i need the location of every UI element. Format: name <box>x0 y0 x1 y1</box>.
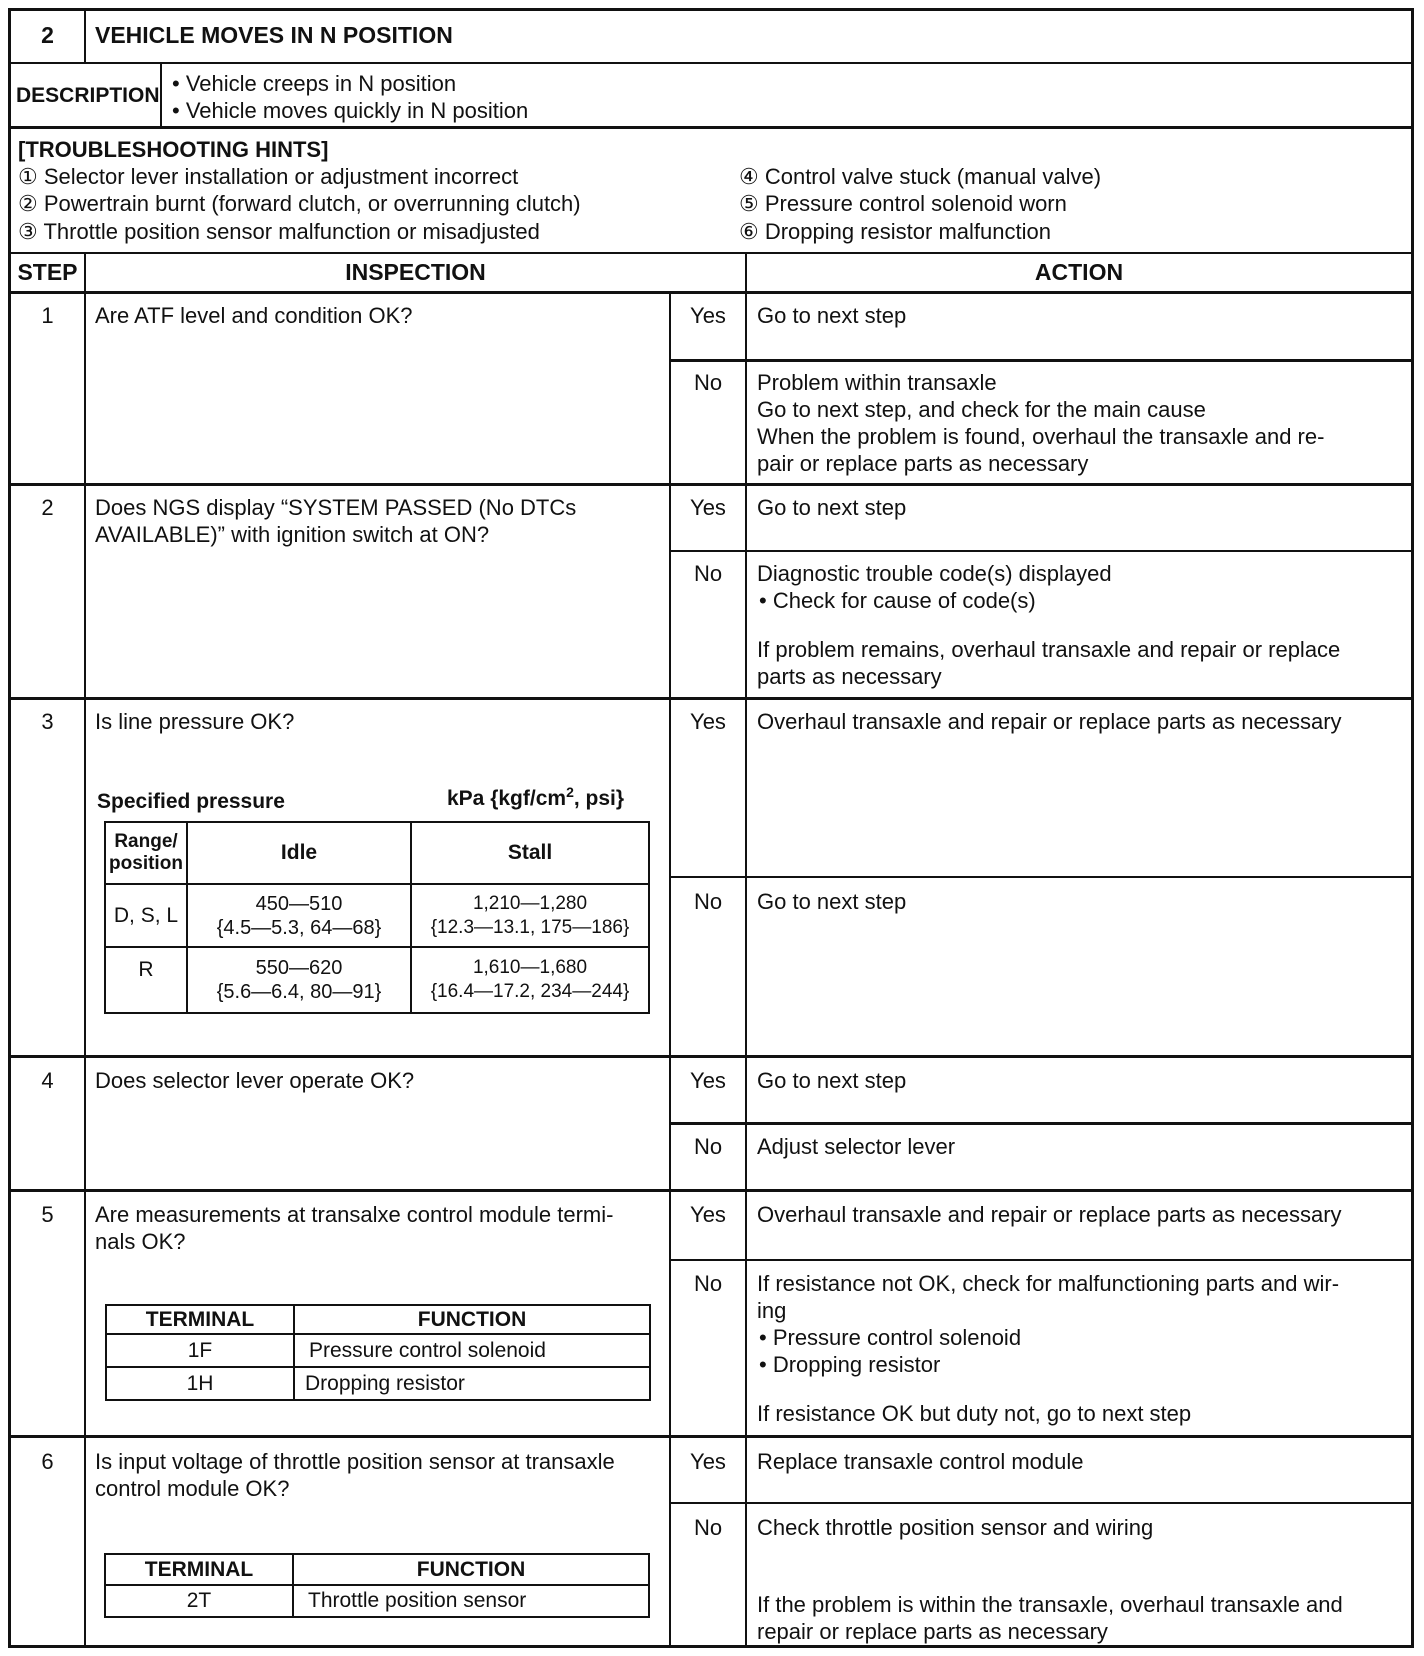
no-label: No <box>693 1271 723 1296</box>
terminal-table <box>105 1304 651 1401</box>
step-number: 2 <box>41 495 54 520</box>
terminal-header: TERMINAL <box>105 1554 293 1585</box>
column-header-step: STEP <box>17 259 78 285</box>
hint-item: ④ Control valve stuck (manual valve) <box>739 164 1102 189</box>
yes-label: Yes <box>690 709 726 734</box>
no-action: Diagnostic trouble code(s) displayed • Check for cause of code(s) If problem remains, overhaul transaxle and repair or replace parts as necessary <box>757 561 1341 689</box>
table-row: 1H Dropping resistor <box>106 1367 650 1400</box>
inspection-text: Is line pressure OK? <box>95 709 295 734</box>
yes-action: Go to next step <box>757 495 907 520</box>
no-label: No <box>693 1134 723 1159</box>
function-header: FUNCTION <box>293 1554 649 1585</box>
table-row: 1F Pressure control solenoid <box>106 1334 650 1367</box>
no-label: No <box>693 1515 723 1540</box>
stall-header: Stall <box>411 822 649 884</box>
column-header-action: ACTION <box>1034 259 1124 285</box>
table-row: R 550—620 {5.6—6.4, 80—91} 1,610—1,680 {16.4—17.2, 234—244} <box>105 947 649 1013</box>
column-header-inspection: INSPECTION <box>345 259 486 285</box>
inspection-text: Is input voltage of throttle position sensor at transaxle control module OK? <box>95 1449 615 1501</box>
yes-action: Go to next step <box>757 1068 907 1093</box>
spec-label: Specified pressure <box>97 790 285 813</box>
hints-title: [TROUBLESHOOTING HINTS] <box>18 137 329 162</box>
yes-action: Overhaul transaxle and repair or replace parts as necessary <box>757 1202 1342 1227</box>
table-row: D, S, L 450—510 {4.5—5.3, 64—68} 1,210—1,280 {12.3—13.1, 175—186} <box>105 884 649 947</box>
no-label: No <box>693 561 723 586</box>
yes-label: Yes <box>690 1449 726 1474</box>
no-label: No <box>693 370 723 395</box>
section-number: 2 <box>41 22 54 48</box>
no-action: If resistance not OK, check for malfunctioning parts and wir- ing • Pressure control solenoid • Dropping resistor If resistance OK but duty not, go to next step <box>757 1271 1340 1426</box>
description-item: • Vehicle moves quickly in N position <box>172 98 529 123</box>
yes-action: Replace transaxle control module <box>757 1449 1084 1474</box>
description-label: DESCRIPTION <box>16 84 160 107</box>
terminal-header: TERMINAL <box>106 1305 294 1334</box>
inspection-text: Are ATF level and condition OK? <box>95 303 413 328</box>
step-number: 5 <box>41 1202 54 1227</box>
step-number: 1 <box>41 303 54 328</box>
yes-label: Yes <box>690 303 726 328</box>
yes-label: Yes <box>690 1202 726 1227</box>
no-action: Problem within transaxle Go to next step, and check for the main cause When the problem is found, overhaul the transaxle and re- pair or replace parts as necessary <box>757 370 1325 476</box>
idle-header: Idle <box>187 822 411 884</box>
yes-action: Go to next step <box>757 303 907 328</box>
no-action: Check throttle position sensor and wiring If the problem is within the transaxle, overhaul transaxle and repair or replace parts as necessary <box>757 1515 1343 1644</box>
step-number: 3 <box>41 709 54 734</box>
hint-item: ① Selector lever installation or adjustment incorrect <box>18 164 519 189</box>
function-header: FUNCTION <box>294 1305 650 1334</box>
hint-item: ⑥ Dropping resistor malfunction <box>739 219 1051 244</box>
step-number: 6 <box>41 1449 54 1474</box>
no-action: Adjust selector lever <box>757 1134 956 1159</box>
range-header: Range/ position <box>105 822 187 884</box>
inspection-text: Does NGS display “SYSTEM PASSED (No DTCs AVAILABLE)” with ignition switch at ON? <box>95 495 577 547</box>
section-title: VEHICLE MOVES IN N POSITION <box>95 22 453 48</box>
line-pressure-table <box>104 821 650 1014</box>
no-action: Go to next step <box>757 889 907 914</box>
table-row: 2T Throttle position sensor <box>105 1585 649 1617</box>
yes-label: Yes <box>690 495 726 520</box>
hint-item: ② Powertrain burnt (forward clutch, or overrunning clutch) <box>18 191 581 216</box>
yes-action: Overhaul transaxle and repair or replace parts as necessary <box>757 709 1342 734</box>
hint-item: ⑤ Pressure control solenoid worn <box>739 191 1067 216</box>
inspection-text: Does selector lever operate OK? <box>95 1068 415 1093</box>
terminal-table <box>104 1553 650 1618</box>
no-label: No <box>693 889 723 914</box>
inspection-text: Are measurements at transalxe control module termi- nals OK? <box>95 1202 614 1254</box>
spec-unit: kPa {$kgf/cm^2$, psi} <box>447 784 625 810</box>
description-item: • Vehicle creeps in N position <box>172 71 457 96</box>
yes-label: Yes <box>690 1068 726 1093</box>
hint-item: ③ Throttle position sensor malfunction or misadjusted <box>18 219 540 244</box>
step-number: 4 <box>41 1068 54 1093</box>
